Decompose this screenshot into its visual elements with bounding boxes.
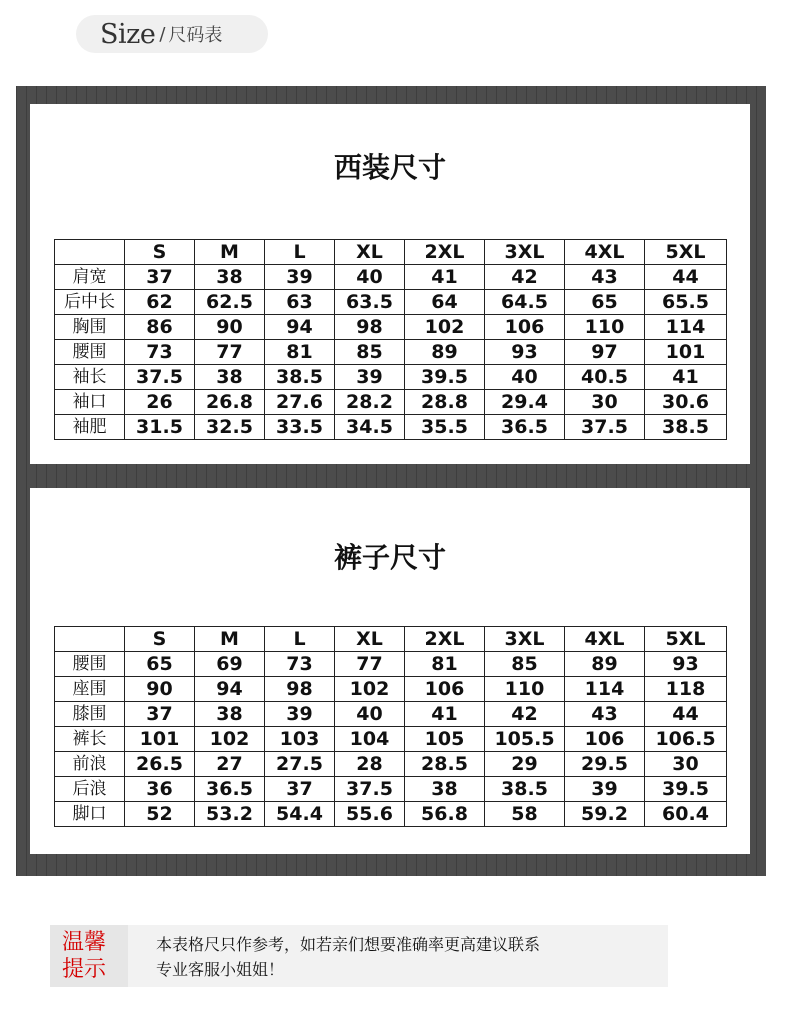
measurement-value: 37 — [125, 702, 195, 727]
size-header-cell: 4XL — [565, 240, 645, 265]
size-header-cell: 4XL — [565, 627, 645, 652]
table-row — [55, 777, 727, 802]
measurement-value: 28.2 — [335, 390, 405, 415]
measurement-value: 105.5 — [485, 727, 565, 752]
size-header-cell: 2XL — [405, 240, 485, 265]
measurement-label: 胸围 — [55, 315, 125, 340]
measurement-value: 73 — [265, 652, 335, 677]
measurement-value: 39 — [265, 265, 335, 290]
pants-panel — [30, 488, 750, 854]
suit-title: 西装尺寸 — [333, 151, 446, 184]
measurement-value: 59.2 — [565, 802, 645, 827]
measurement-value: 37 — [265, 777, 335, 802]
measurement-value: 40 — [335, 702, 405, 727]
measurement-label: 袖长 — [55, 365, 125, 390]
measurement-value: 26 — [125, 390, 195, 415]
measurement-value: 38 — [195, 265, 265, 290]
measurement-value: 93 — [485, 340, 565, 365]
size-header-cell: 5XL — [645, 627, 727, 652]
table-row — [55, 390, 727, 415]
table-row — [55, 727, 727, 752]
measurement-value: 77 — [335, 652, 405, 677]
measurement-label: 座围 — [55, 677, 125, 702]
measurement-label: 膝围 — [55, 702, 125, 727]
measurement-value: 65 — [565, 290, 645, 315]
measurement-value: 106 — [485, 315, 565, 340]
measurement-value: 62 — [125, 290, 195, 315]
table-row — [55, 752, 727, 777]
measurement-value: 102 — [405, 315, 485, 340]
measurement-value: 30 — [645, 752, 727, 777]
size-slash: / — [159, 23, 166, 45]
size-chart-label: 尺码表 — [168, 25, 223, 46]
size-header-cell: XL — [335, 627, 405, 652]
table-row — [55, 365, 727, 390]
measurement-value: 85 — [335, 340, 405, 365]
measurement-value: 105 — [405, 727, 485, 752]
tip-label — [50, 925, 128, 987]
measurement-value: 42 — [485, 265, 565, 290]
table-header-row — [55, 240, 727, 265]
measurement-value: 28 — [335, 752, 405, 777]
measurement-label: 肩宽 — [55, 265, 125, 290]
measurement-label: 袖口 — [55, 390, 125, 415]
measurement-value: 38 — [405, 777, 485, 802]
measurement-value: 54.4 — [265, 802, 335, 827]
measurement-value: 40.5 — [565, 365, 645, 390]
measurement-value: 69 — [195, 652, 265, 677]
measurement-value: 64.5 — [485, 290, 565, 315]
measurement-value: 86 — [125, 315, 195, 340]
measurement-value: 41 — [645, 365, 727, 390]
measurement-value: 101 — [125, 727, 195, 752]
measurement-value: 101 — [645, 340, 727, 365]
measurement-value: 42 — [485, 702, 565, 727]
measurement-value: 34.5 — [335, 415, 405, 440]
measurement-value: 106 — [565, 727, 645, 752]
measurement-value: 63.5 — [335, 290, 405, 315]
table-row — [55, 265, 727, 290]
measurement-value: 29 — [485, 752, 565, 777]
measurement-value: 31.5 — [125, 415, 195, 440]
tip-label-line2: 提示 — [62, 957, 107, 982]
table-row — [55, 652, 727, 677]
measurement-value: 38 — [195, 365, 265, 390]
measurement-value: 37.5 — [125, 365, 195, 390]
measurement-value: 38.5 — [645, 415, 727, 440]
measurement-value: 110 — [485, 677, 565, 702]
measurement-value: 30.6 — [645, 390, 727, 415]
measurement-value: 77 — [195, 340, 265, 365]
table-row — [55, 340, 727, 365]
size-header-cell: 3XL — [485, 627, 565, 652]
measurement-value: 37.5 — [565, 415, 645, 440]
table-row — [55, 315, 727, 340]
measurement-value: 106.5 — [645, 727, 727, 752]
table-corner-cell — [55, 627, 125, 652]
measurement-value: 44 — [645, 265, 727, 290]
measurement-value: 102 — [335, 677, 405, 702]
measurement-value: 38.5 — [265, 365, 335, 390]
measurement-value: 39.5 — [645, 777, 727, 802]
tip-text-line2: 专业客服小姐姐！ — [156, 960, 285, 979]
measurement-value: 26.8 — [195, 390, 265, 415]
measurement-value: 56.8 — [405, 802, 485, 827]
measurement-value: 26.5 — [125, 752, 195, 777]
table-header-row — [55, 627, 727, 652]
measurement-value: 85 — [485, 652, 565, 677]
measurement-value: 97 — [565, 340, 645, 365]
tip-box — [50, 925, 668, 987]
measurement-value: 102 — [195, 727, 265, 752]
measurement-label: 前浪 — [55, 752, 125, 777]
measurement-value: 53.2 — [195, 802, 265, 827]
measurement-value: 94 — [195, 677, 265, 702]
measurement-value: 28.8 — [405, 390, 485, 415]
size-header-cell: 2XL — [405, 627, 485, 652]
measurement-value: 81 — [405, 652, 485, 677]
measurement-label: 裤长 — [55, 727, 125, 752]
pants-size-table — [54, 626, 727, 827]
measurement-value: 64 — [405, 290, 485, 315]
measurement-value: 32.5 — [195, 415, 265, 440]
measurement-value: 114 — [645, 315, 727, 340]
measurement-value: 40 — [485, 365, 565, 390]
size-header-cell: XL — [335, 240, 405, 265]
size-header-cell: S — [125, 627, 195, 652]
measurement-value: 63 — [265, 290, 335, 315]
size-word: Size — [100, 18, 156, 50]
measurement-value: 27.6 — [265, 390, 335, 415]
measurement-value: 37 — [125, 265, 195, 290]
measurement-value: 28.5 — [405, 752, 485, 777]
size-header-cell: 5XL — [645, 240, 727, 265]
measurement-value: 110 — [565, 315, 645, 340]
measurement-value: 38.5 — [485, 777, 565, 802]
measurement-value: 89 — [405, 340, 485, 365]
measurement-value: 36.5 — [485, 415, 565, 440]
measurement-value: 41 — [405, 702, 485, 727]
measurement-value: 39 — [565, 777, 645, 802]
measurement-value: 29.5 — [565, 752, 645, 777]
table-corner-cell — [55, 240, 125, 265]
size-header-cell: S — [125, 240, 195, 265]
pants-title: 裤子尺寸 — [333, 541, 446, 574]
measurement-label: 后中长 — [55, 290, 125, 315]
measurement-value: 98 — [335, 315, 405, 340]
measurement-value: 37.5 — [335, 777, 405, 802]
measurement-value: 44 — [645, 702, 727, 727]
size-header-cell: 3XL — [485, 240, 565, 265]
measurement-value: 94 — [265, 315, 335, 340]
size-chart-frame — [16, 86, 766, 876]
size-chart-header — [76, 15, 268, 53]
measurement-value: 73 — [125, 340, 195, 365]
measurement-value: 36.5 — [195, 777, 265, 802]
measurement-value: 118 — [645, 677, 727, 702]
measurement-value: 36 — [125, 777, 195, 802]
measurement-value: 65.5 — [645, 290, 727, 315]
measurement-value: 27 — [195, 752, 265, 777]
size-header-cell: L — [265, 240, 335, 265]
table-row — [55, 415, 727, 440]
tip-text — [156, 932, 656, 982]
measurement-value: 62.5 — [195, 290, 265, 315]
measurement-value: 41 — [405, 265, 485, 290]
suit-panel — [30, 104, 750, 464]
measurement-label: 脚口 — [55, 802, 125, 827]
table-row — [55, 290, 727, 315]
measurement-value: 55.6 — [335, 802, 405, 827]
measurement-value: 90 — [195, 315, 265, 340]
measurement-label: 后浪 — [55, 777, 125, 802]
tip-label-line1: 温馨 — [62, 930, 107, 955]
measurement-value: 65 — [125, 652, 195, 677]
measurement-value: 52 — [125, 802, 195, 827]
measurement-value: 39.5 — [405, 365, 485, 390]
size-header-cell: M — [195, 627, 265, 652]
measurement-value: 103 — [265, 727, 335, 752]
measurement-label: 腰围 — [55, 340, 125, 365]
measurement-value: 30 — [565, 390, 645, 415]
table-row — [55, 677, 727, 702]
table-row — [55, 702, 727, 727]
measurement-label: 腰围 — [55, 652, 125, 677]
measurement-label: 袖肥 — [55, 415, 125, 440]
measurement-value: 60.4 — [645, 802, 727, 827]
measurement-value: 93 — [645, 652, 727, 677]
measurement-value: 35.5 — [405, 415, 485, 440]
measurement-value: 81 — [265, 340, 335, 365]
size-header-cell: L — [265, 627, 335, 652]
measurement-value: 89 — [565, 652, 645, 677]
measurement-value: 40 — [335, 265, 405, 290]
measurement-value: 98 — [265, 677, 335, 702]
measurement-value: 27.5 — [265, 752, 335, 777]
table-row — [55, 802, 727, 827]
measurement-value: 90 — [125, 677, 195, 702]
suit-size-table — [54, 239, 727, 440]
measurement-value: 43 — [565, 702, 645, 727]
measurement-value: 43 — [565, 265, 645, 290]
measurement-value: 39 — [335, 365, 405, 390]
size-header-cell: M — [195, 240, 265, 265]
measurement-value: 38 — [195, 702, 265, 727]
measurement-value: 58 — [485, 802, 565, 827]
measurement-value: 33.5 — [265, 415, 335, 440]
measurement-value: 29.4 — [485, 390, 565, 415]
measurement-value: 106 — [405, 677, 485, 702]
measurement-value: 104 — [335, 727, 405, 752]
measurement-value: 114 — [565, 677, 645, 702]
tip-text-line1: 本表格尺只作参考，如若亲们想要准确率更高建议联系 — [156, 935, 541, 954]
measurement-value: 39 — [265, 702, 335, 727]
